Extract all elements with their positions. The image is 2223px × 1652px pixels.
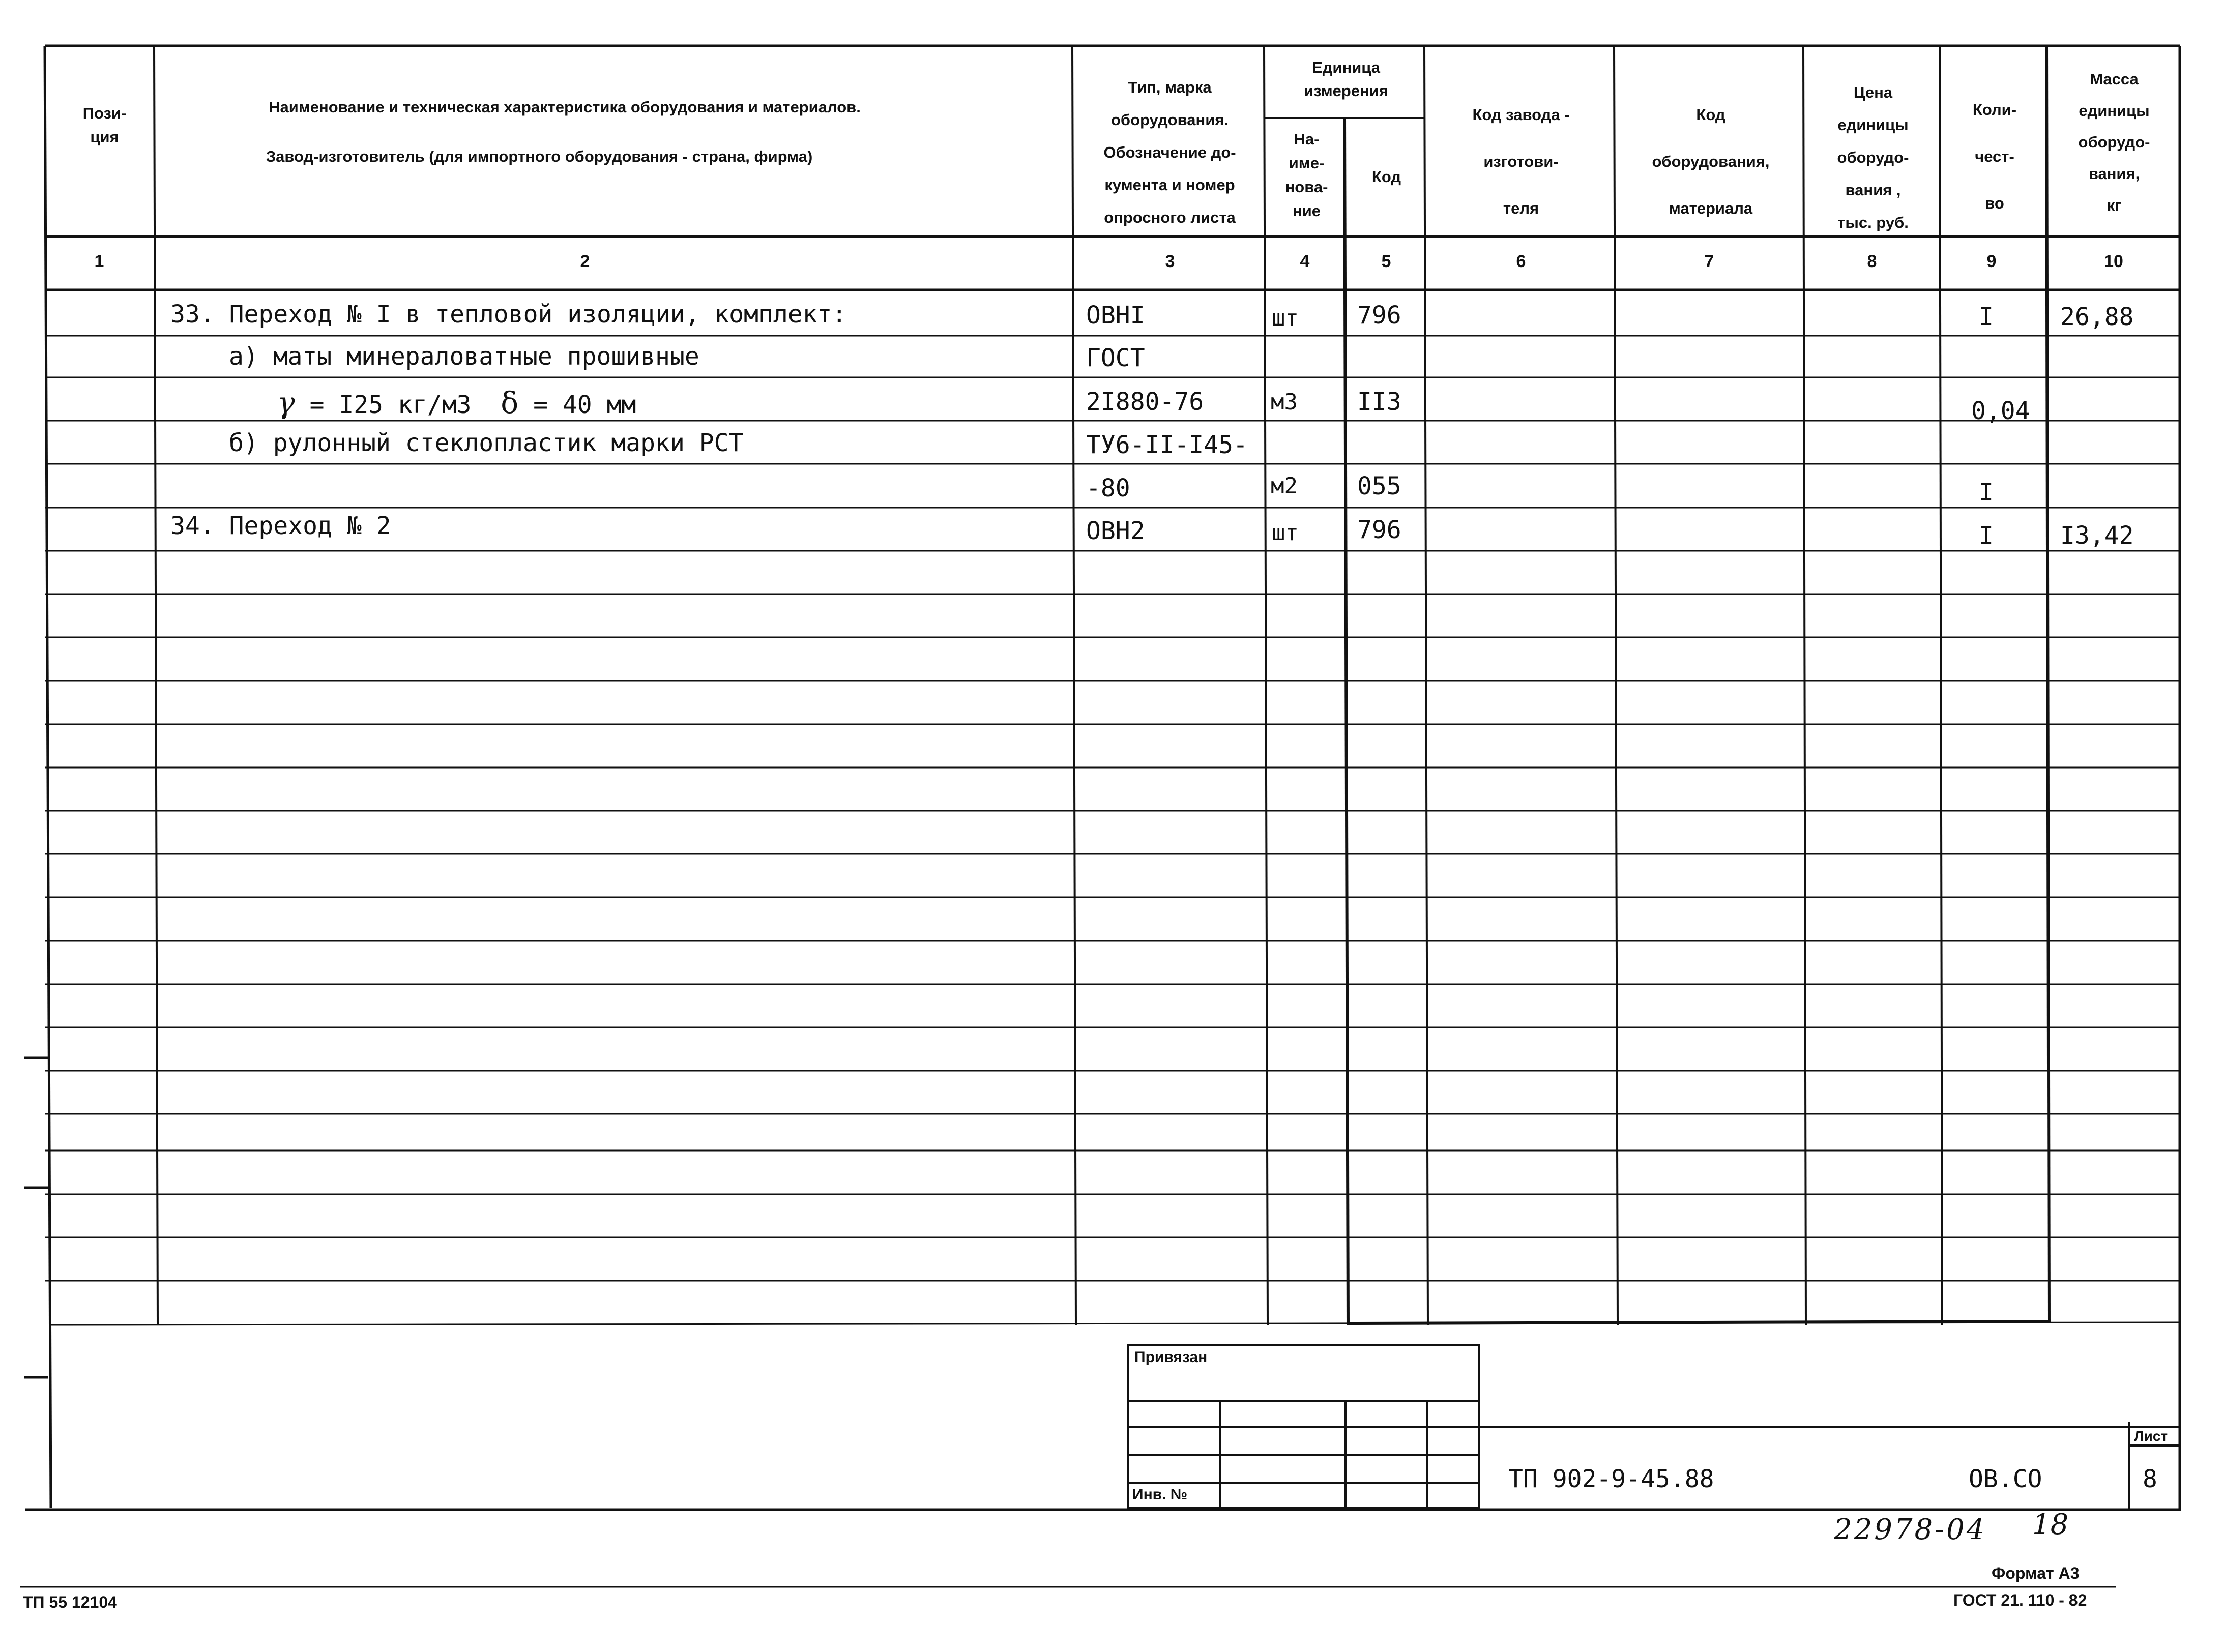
row-1-qty: I xyxy=(1979,303,1994,331)
row-6-code: 796 xyxy=(1357,516,1401,544)
row-3-name xyxy=(277,386,636,420)
row-6-qty: I xyxy=(1979,521,1994,550)
row-1-unit: шт xyxy=(1272,305,1299,331)
header-position: Пози- ция xyxy=(82,104,127,146)
header-factory-code: Код завода - изготови- теля xyxy=(1472,106,1570,217)
column-number-1: 1 xyxy=(94,252,104,271)
header-unit-code: Код xyxy=(1371,168,1401,186)
row-1-name: 33. Переход № I в тепловой изоляции, комплект: xyxy=(170,300,847,329)
header-type: Тип, марка оборудования. Обозначение до- кумента и номер опросного листа xyxy=(1103,78,1236,226)
sheet-number: 8 xyxy=(2143,1465,2157,1493)
header-unit-group: Единица измерения xyxy=(1304,58,1388,100)
header-name-line1: Наименование и техническая характеристика оборудования и материалов. xyxy=(269,98,861,116)
row-2-type: ГОСТ xyxy=(1086,344,1145,372)
header-equipment-code: Код оборудования, материала xyxy=(1652,106,1770,217)
document-section: ОВ.СО xyxy=(1969,1465,2042,1493)
column-number-7: 7 xyxy=(1704,252,1714,271)
row-6-type: ОВН2 xyxy=(1086,517,1145,545)
thickness-value: = 40 мм xyxy=(518,391,636,419)
header-unit-price: Цена единицы оборудо- вания , тыс. руб. xyxy=(1837,83,1909,231)
footer-gost: ГОСТ 21. 110 - 82 xyxy=(1953,1591,2087,1609)
document-designation: ТП 902-9-45.88 xyxy=(1508,1465,1714,1493)
footer-format: Формат А3 xyxy=(1992,1564,2080,1582)
row-3-qty: 0,04 xyxy=(1971,397,2030,425)
row-5-unit: м2 xyxy=(1271,473,1298,499)
handwritten-sheet: 18 xyxy=(2032,1508,2069,1541)
row-3-unit: м3 xyxy=(1271,389,1298,415)
row-6-name: 34. Переход № 2 xyxy=(170,512,391,540)
row-4-type: ТУ6-II-I45- xyxy=(1086,431,1248,459)
handwritten-number: 22978-04 xyxy=(1834,1513,1987,1546)
column-number-10: 10 xyxy=(2104,252,2123,271)
row-5-type: -80 xyxy=(1086,474,1130,503)
row-3-code: II3 xyxy=(1357,388,1401,416)
header-name-line2: Завод-изготовитель (для импортного оборудования - страна, фирма) xyxy=(266,148,813,165)
header-quantity: Коли- чест- во xyxy=(1972,101,2017,212)
header-unit-mass: Масса единицы оборудо- вания, кг xyxy=(2078,70,2150,214)
row-2-name: а) маты минераловатные прошивные xyxy=(229,342,699,371)
gamma-symbol: γ xyxy=(277,386,295,420)
column-number-6: 6 xyxy=(1516,252,1526,271)
row-1-mass: 26,88 xyxy=(2060,303,2134,331)
header-unit-name: На- име- нова- ние xyxy=(1285,130,1328,220)
column-number-2: 2 xyxy=(580,252,590,271)
row-5-code: 055 xyxy=(1357,472,1401,500)
row-6-mass: I3,42 xyxy=(2060,521,2134,550)
row-1-type: ОВНI xyxy=(1086,301,1145,330)
density-value: = I25 кг/м3 xyxy=(295,391,472,419)
delta-symbol: δ xyxy=(501,386,519,420)
row-5-qty: I xyxy=(1979,478,1994,507)
column-number-4: 4 xyxy=(1300,252,1310,271)
title-block-attached-label: Привязан xyxy=(1134,1349,1208,1366)
row-4-name: б) рулонный стеклопластик марки РСТ xyxy=(229,429,744,457)
column-number-3: 3 xyxy=(1165,252,1175,271)
sheet-label: Лист xyxy=(2134,1428,2168,1444)
row-6-unit: шт xyxy=(1272,520,1299,546)
column-number-5: 5 xyxy=(1381,252,1391,271)
column-number-9: 9 xyxy=(1986,252,1997,271)
title-block-inventory-label: Инв. № xyxy=(1132,1486,1188,1503)
footer-left-code: ТП 55 12104 xyxy=(23,1593,117,1611)
column-number-8: 8 xyxy=(1867,252,1877,271)
row-3-type: 2I880-76 xyxy=(1086,388,1204,416)
row-1-code: 796 xyxy=(1357,301,1401,330)
